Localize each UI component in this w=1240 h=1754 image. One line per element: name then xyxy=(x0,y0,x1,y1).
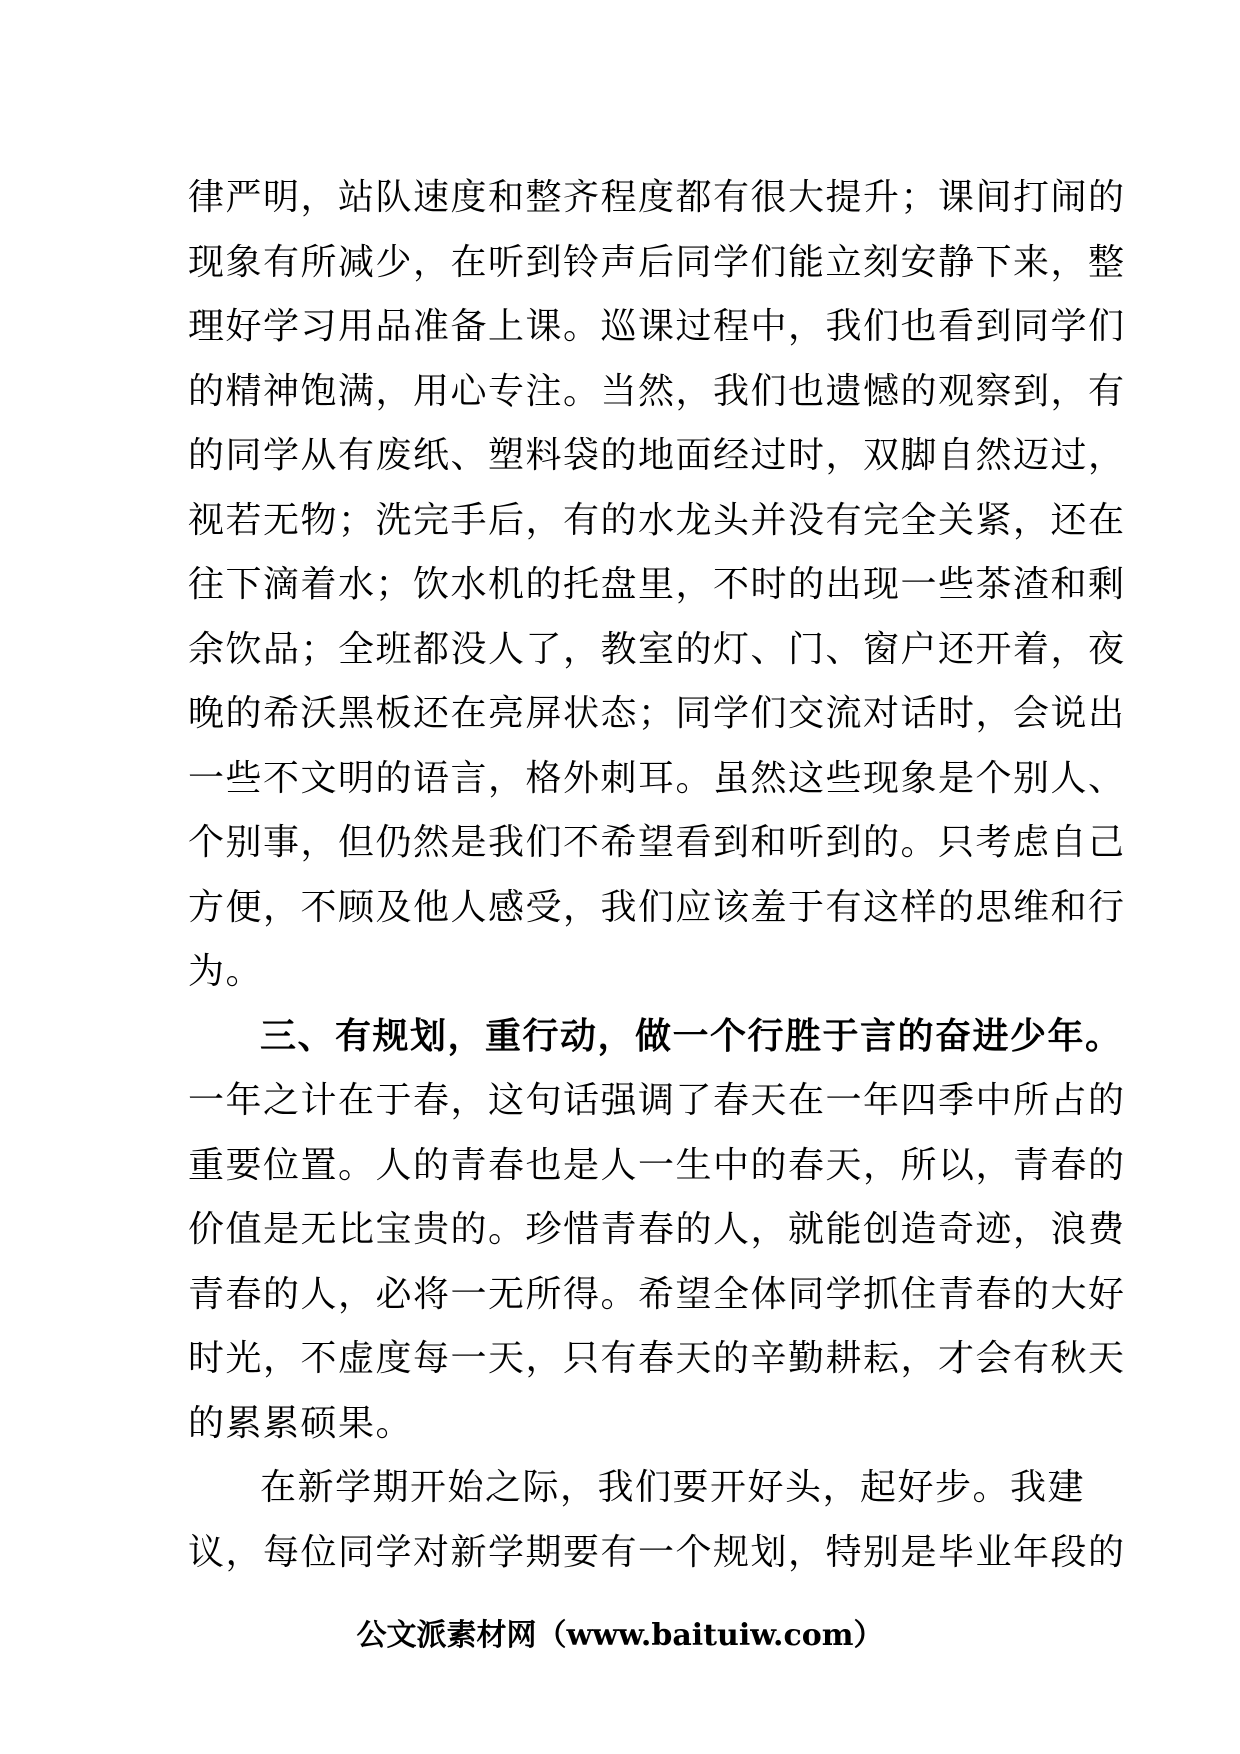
text-line: 现象有所减少，在听到铃声后同学们能立刻安静下来，整 xyxy=(188,241,1126,283)
text-line: 时光，不虚度每一天，只有春天的辛勤耕耘，才会有秋天 xyxy=(188,1338,1126,1379)
text-line: 往下滴着水；饮水机的托盘里，不时的出现一些茶渣和剩 xyxy=(188,564,1126,605)
text-line: 的同学从有废纸、塑料袋的地面经过时，双脚自然迈过， xyxy=(188,435,1126,476)
document-body xyxy=(188,166,1126,1585)
text-line: 方便，不顾及他人感受，我们应该羞于有这样的思维和行 xyxy=(188,886,1126,928)
text-line: 重要位置。人的青春也是人一生中的春天，所以，青春的 xyxy=(188,1144,1126,1186)
text-line: 价值是无比宝贵的。珍惜青春的人，就能创造奇迹，浪费 xyxy=(188,1209,1126,1250)
text-line: 为。 xyxy=(188,951,264,992)
text-line: 晚的希沃黑板还在亮屏状态；同学们交流对话时，会说出 xyxy=(188,693,1126,734)
text-line: 的精神饱满，用心专注。当然，我们也遗憾的观察到，有 xyxy=(188,370,1126,412)
text-line: 视若无物；洗完手后，有的水龙头并没有完全关紧，还在 xyxy=(188,499,1126,541)
text-line: 议，每位同学对新学期要有一个规划，特别是毕业年段的 xyxy=(188,1531,1126,1573)
text-line: 青春的人，必将一无所得。希望全体同学抓住青春的大好 xyxy=(188,1273,1126,1315)
text-line: 一些不文明的语言，格外刺耳。虽然这些现象是个别人、 xyxy=(188,757,1126,799)
text-line: 个别事，但仍然是我们不希望看到和听到的。只考虑自己 xyxy=(188,822,1126,863)
section-heading: 三、有规划，重行动，做一个行胜于言的奋进少年。 xyxy=(260,1015,1123,1057)
text-line: 余饮品；全班都没人了，教室的灯、门、窗户还开着，夜 xyxy=(188,628,1126,670)
text-line: 的累累硕果。 xyxy=(188,1402,414,1444)
text-line: 律严明，站队速度和整齐程度都有很大提升；课间打闹的 xyxy=(188,177,1126,218)
footer-watermark: 公文派素材网（www.baituiw.com） xyxy=(356,1618,884,1653)
paragraph-first-line: 在新学期开始之际，我们要开好头，起好步。我建 xyxy=(260,1467,1086,1508)
text-line: 理好学习用品准备上课。巡课过程中，我们也看到同学们 xyxy=(188,306,1126,347)
text-line: 一年之计在于春，这句话强调了春天在一年四季中所占的 xyxy=(188,1080,1126,1121)
